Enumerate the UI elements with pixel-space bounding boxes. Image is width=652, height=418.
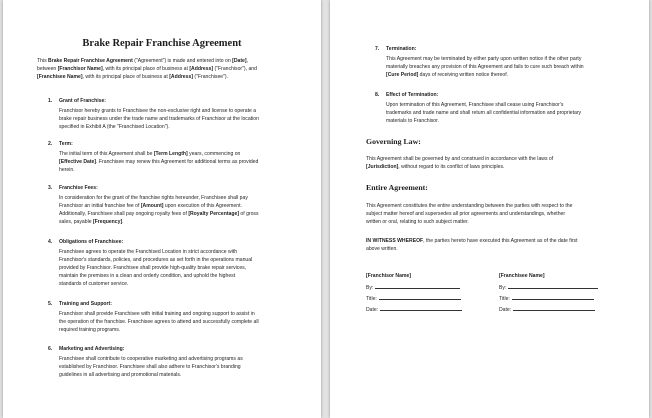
text-run: This Agreement may be terminated by either party upon written notice if the other party	[386, 56, 582, 62]
text-line	[59, 115, 259, 123]
section-3	[48, 184, 259, 226]
text-line	[59, 310, 259, 318]
text-run: required training programs.	[59, 327, 121, 333]
text-run: subject matter hereof and supersedes all prior agreements and understandings, whether	[366, 211, 566, 217]
text-line	[59, 202, 259, 210]
text-line	[37, 65, 257, 73]
section-heading-text: Franchise Fees:	[59, 185, 98, 191]
text-run: written or oral, relating to such subject matter.	[366, 219, 469, 225]
section-body	[48, 310, 259, 334]
section-heading-text: Term:	[59, 141, 73, 147]
text-line	[366, 202, 572, 210]
text-run: specified in Exhibit A (the "Franchised Location").	[59, 124, 170, 130]
text-run: trademarks and trade name and shall return all confidential information and proprietary	[386, 110, 582, 116]
text-run: days of receiving written notice thereof.	[418, 72, 509, 78]
text-line	[59, 280, 252, 288]
text-line	[59, 363, 243, 371]
section-heading	[48, 184, 259, 194]
text-run: ("Franchisor"), and	[213, 66, 257, 72]
placeholder-field: [Effective Date]	[59, 159, 97, 165]
text-run: , without regard to its conflict of laws principles.	[398, 164, 505, 170]
section-number: 7.	[375, 46, 380, 52]
text-run: , with its principal place of business at	[82, 74, 170, 80]
text-run: In consideration for the grant of the franchise rights hereunder, Franchisee shall pay	[59, 195, 248, 201]
section-2	[48, 140, 258, 174]
section-body	[48, 107, 259, 131]
text-line	[386, 117, 581, 125]
placeholder-field: [Term Length]	[153, 151, 188, 157]
placeholder-field: IN WITNESS WHEREOF	[366, 238, 424, 244]
text-run: herein.	[59, 167, 75, 173]
section-number: 1.	[48, 98, 53, 104]
text-run: materials to Franchisor.	[386, 118, 439, 124]
text-run: Franchisor hereby grants to Franchisee the non-exclusive right and license to operate a	[59, 108, 257, 114]
signature-title-line[interactable]: Title:	[499, 294, 598, 305]
document-page-1	[3, 0, 321, 418]
text-run: . Franchisee may renew this Agreement for additional terms as provided	[96, 159, 259, 165]
signature-by-line[interactable]: By:	[499, 283, 598, 294]
document-page-2	[330, 0, 649, 418]
section-2	[375, 91, 581, 125]
section-heading-text: Obligations of Franchisee:	[59, 239, 124, 245]
text-run: years, commencing on	[187, 151, 241, 157]
section-heading	[48, 345, 243, 355]
signature-date-line[interactable]: Date:	[366, 305, 462, 316]
placeholder-field: [Frequency]	[92, 219, 123, 225]
placeholder-field: [Date]	[232, 58, 247, 64]
text-run: guidelines in all advertising and promotional materials.	[59, 372, 182, 378]
section-number: 5.	[48, 301, 53, 307]
text-run: Franchisee shall contribute to cooperative marketing and advertising programs as	[59, 356, 243, 362]
section-body	[48, 248, 252, 288]
section-body	[375, 55, 584, 79]
text-line	[386, 101, 581, 109]
section-5	[48, 300, 259, 334]
text-line	[386, 109, 581, 117]
text-run: between	[37, 66, 58, 72]
section-heading-text: Training and Support:	[59, 301, 112, 307]
section-heading	[375, 91, 581, 101]
governing-law-heading: Governing Law:	[366, 137, 421, 146]
section-4	[48, 238, 252, 288]
signature-party-name: [Franchisee Name]	[499, 273, 545, 279]
text-line	[386, 71, 584, 79]
text-run: Upon termination of this Agreement, Franchisee shall cease using Franchisor's	[386, 102, 564, 108]
text-run: above written.	[366, 246, 398, 252]
section-heading	[48, 97, 259, 107]
text-run: ("Franchisee").	[193, 74, 229, 80]
intro-paragraph	[37, 57, 257, 81]
text-line	[59, 355, 243, 363]
signature-title-line[interactable]: Title:	[366, 294, 462, 305]
section-number: 4.	[48, 239, 53, 245]
text-run: Franchisor's standards, policies, and procedures as set forth in the operations manual	[59, 257, 253, 263]
text-run: , with its principal place of business at	[102, 66, 190, 72]
signature-by-line[interactable]: By:	[366, 283, 462, 294]
text-run: brake repair business under the trade name and trademarks of Franchisor at the location	[59, 116, 259, 122]
placeholder-field: [Address]	[189, 66, 214, 72]
text-run: maintain the premises in a clean and orderly condition, and uphold the highest	[59, 273, 236, 279]
text-line	[366, 245, 578, 253]
placeholder-field: [Amount]	[140, 203, 164, 209]
franchisee-signature-block	[499, 272, 598, 316]
text-line	[37, 73, 257, 81]
text-run: materially breaches any provision of this Agreement and fails to cure such breach within	[386, 64, 584, 70]
text-run: provided by Franchisor. Franchisee shall provide high-quality brake repair services,	[59, 265, 247, 271]
text-run: Franchisor shall provide Franchisee with initial training and ongoing support to assist in	[59, 311, 255, 317]
placeholder-field: [Jurisdiction]	[366, 164, 399, 170]
text-line	[59, 371, 243, 379]
text-run: This Agreement constitutes the entire understanding between the parties with respect to the	[366, 203, 573, 209]
text-run: The initial term of this Agreement shall be	[59, 151, 154, 157]
section-number: 3.	[48, 185, 53, 191]
text-line	[366, 163, 553, 171]
text-run: ("Agreement") is made and entered into on	[132, 58, 233, 64]
text-run: ,	[246, 58, 248, 64]
entire-agreement-text	[366, 202, 572, 226]
text-run: This Agreement shall be governed by and construed in accordance with the laws of	[366, 156, 554, 162]
signature-date-line[interactable]: Date:	[499, 305, 598, 316]
governing-law-text	[366, 155, 553, 171]
text-run: .	[122, 219, 124, 225]
text-run: the operation of the franchise. Franchisee agrees to attend and successfully complete all	[59, 319, 259, 325]
section-number: 6.	[48, 346, 53, 352]
text-run: Franchisee agrees to operate the Franchised Location in strict accordance with	[59, 249, 238, 255]
text-line	[59, 123, 259, 131]
section-heading-text: Grant of Franchise:	[59, 98, 106, 104]
placeholder-field: [Franchisor Name]	[57, 66, 103, 72]
placeholder-field: [Franchisee Name]	[37, 74, 83, 80]
section-number: 2.	[48, 141, 53, 147]
franchisor-signature-block	[366, 272, 462, 316]
section-heading-text: Effect of Termination:	[386, 92, 439, 98]
placeholder-field: [Royalty Percentage]	[188, 211, 239, 217]
section-heading	[375, 45, 584, 55]
section-body	[48, 194, 259, 226]
text-line	[366, 218, 572, 226]
text-run: sales, payable	[59, 219, 93, 225]
section-body	[375, 101, 581, 125]
text-line	[366, 210, 572, 218]
text-run: established by Franchisor. Franchisee shall also adhere to Franchisor's branding	[59, 364, 241, 370]
section-heading	[48, 140, 258, 150]
text-run: This	[37, 58, 49, 64]
text-line	[386, 55, 584, 63]
section-heading-text: Marketing and Advertising:	[59, 346, 125, 352]
placeholder-field: [Address]	[169, 74, 193, 80]
text-line	[59, 264, 252, 272]
placeholder-field: [Cure Period]	[386, 72, 419, 78]
section-heading-text: Termination:	[386, 46, 417, 52]
section-6	[48, 345, 243, 379]
text-line	[59, 256, 252, 264]
section-1	[48, 97, 259, 131]
section-1	[375, 45, 584, 79]
text-line	[59, 326, 259, 334]
section-heading	[48, 238, 252, 248]
document-title: Brake Repair Franchise Agreement	[82, 38, 242, 49]
text-line	[366, 237, 578, 245]
text-line	[59, 166, 258, 174]
section-heading	[48, 300, 259, 310]
text-line	[59, 107, 259, 115]
text-line	[386, 63, 584, 71]
placeholder-field: Brake Repair Franchise Agreement	[48, 58, 133, 64]
section-body	[48, 150, 258, 174]
text-run: Additionally, Franchisee shall pay ongoing royalty fees of	[59, 211, 189, 217]
text-line	[59, 318, 259, 326]
text-line	[59, 218, 259, 226]
witness-statement	[366, 237, 578, 253]
text-run: , the parties hereto have executed this Agreement as of the date first	[423, 238, 578, 244]
text-line	[59, 248, 252, 256]
text-line	[59, 272, 252, 280]
signature-party-name: [Franchisor Name]	[366, 273, 412, 279]
text-run: of gross	[238, 211, 259, 217]
text-line	[59, 194, 259, 202]
text-line	[37, 57, 257, 65]
text-run: standards of customer service.	[59, 281, 129, 287]
entire-agreement-heading: Entire Agreement:	[366, 183, 428, 192]
text-line	[366, 155, 553, 163]
text-line	[59, 150, 258, 158]
text-line	[59, 210, 259, 218]
text-run: Franchisor an initial franchise fee of	[59, 203, 141, 209]
text-run: upon execution of this Agreement.	[163, 203, 242, 209]
section-body	[48, 355, 243, 379]
section-number: 8.	[375, 92, 380, 98]
text-line	[59, 158, 258, 166]
